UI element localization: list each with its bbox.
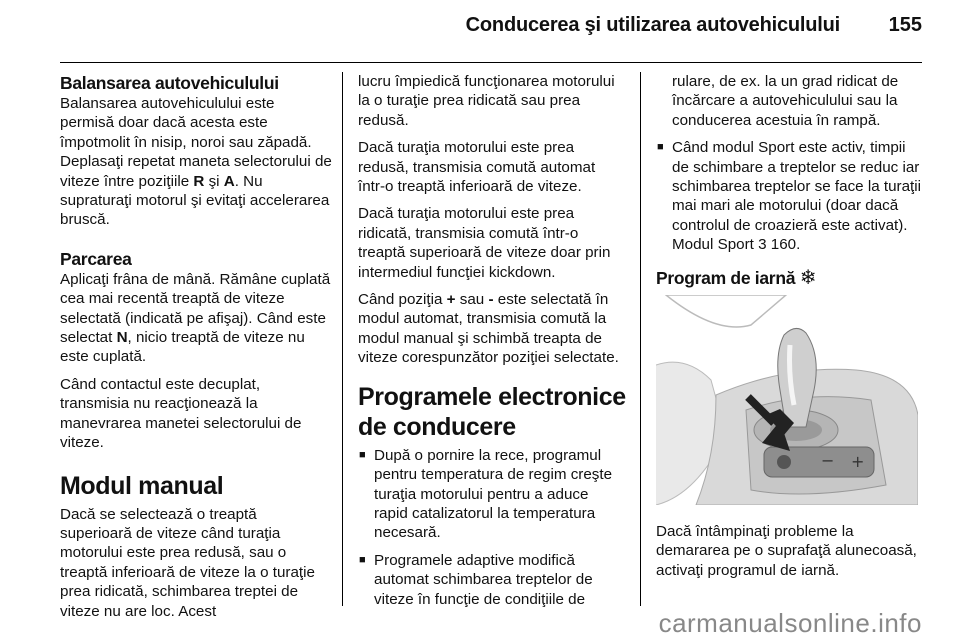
paragraph-continued: lucru împiedică funcţionarea motorului la o turaţie prea ridicată sau prea redusă. bbox=[358, 73, 615, 129]
svg-text:−: − bbox=[821, 450, 835, 470]
snowflake-icon: ❄ bbox=[799, 266, 817, 289]
text: sau bbox=[455, 291, 489, 309]
paragraph-low-rpm: Dacă turaţia motorului este prea redusă, transmisia comută automat într-o treaptă inferioară de viteze. bbox=[358, 139, 596, 196]
header-rule bbox=[60, 62, 922, 63]
column-2 bbox=[358, 72, 626, 617]
text: . Nu supraturaţi motorul şi evitaţi accelerarea bruscă. bbox=[60, 172, 330, 229]
gear-position-a: A bbox=[223, 172, 235, 190]
paragraph-manual-mode: Dacă se selectează o treaptă superioară de viteze când turaţia motorului este prea redusă, sau o treaptă inferioară de viteze la o turaţie prea ridicată, schimbarea treptei de viteze nu are loc. Acest bbox=[60, 505, 315, 620]
column-divider bbox=[640, 72, 641, 606]
list-item-text: După o pornire la rece, programul pentru temperatura de regim creşte turaţia motorului pentru a aduce rapid catalizatorul la temperatura necesară. bbox=[374, 446, 613, 542]
column-1 bbox=[60, 72, 332, 629]
gear-position-r: R bbox=[193, 172, 205, 190]
plus-symbol: + bbox=[446, 291, 456, 309]
column-divider bbox=[342, 72, 343, 606]
paragraph-plus-minus bbox=[358, 290, 626, 368]
text: , nicio treaptă de viteze nu este cuplată. bbox=[60, 329, 305, 366]
text: Aplicaţi frâna de mână. Rămâne cuplată cea mai recentă treaptă de viteze selectată (indicată pe afişaj). Când este selectat bbox=[60, 270, 331, 347]
page-header-title: Conducerea şi utilizarea autovehiculului bbox=[465, 14, 840, 36]
paragraph-ignition-off: Când contactul este decuplat, transmisia nu reacţionează la manevrarea manetei selectorului de viteze. bbox=[60, 375, 302, 452]
page-number: 155 bbox=[888, 14, 922, 36]
paragraph-balancing bbox=[60, 94, 332, 230]
section-title-winter-program bbox=[656, 267, 924, 289]
minus-symbol: - bbox=[488, 291, 494, 309]
list-item-text: Programele adaptive modifică automat schimbarea treptelor de viteze în funcţie de condiţiile de bbox=[374, 551, 593, 608]
svg-text:+: + bbox=[851, 451, 865, 471]
page-reference: 160. bbox=[766, 236, 801, 254]
gear-position-n: N bbox=[116, 329, 128, 347]
bullet-icon: ■ bbox=[359, 448, 366, 461]
text: şi bbox=[204, 172, 224, 190]
section-title-manual-mode: Modul manual bbox=[60, 471, 224, 500]
paragraph-parking bbox=[60, 270, 332, 367]
column-3 bbox=[656, 72, 924, 588]
bullet-list bbox=[358, 446, 626, 609]
section-title-parking: Parcarea bbox=[60, 248, 132, 269]
page-reference-arrow-icon: 3 bbox=[758, 236, 767, 254]
section-title-electronic-programs: Programele electronice de conducere bbox=[358, 382, 626, 441]
section-title-text: Program de iarnă bbox=[656, 267, 796, 288]
list-item bbox=[358, 551, 626, 609]
list-item-continued bbox=[656, 72, 924, 130]
paragraph-winter-program: Dacă întâmpinaţi probleme la demararea pe o suprafaţă alunecoasă, activaţi programul de iarnă. bbox=[656, 523, 917, 579]
watermark: carmanualsonline.info bbox=[658, 608, 922, 638]
list-item bbox=[358, 446, 626, 543]
text: Când poziţia bbox=[358, 291, 447, 309]
paragraph-high-rpm: Dacă turaţia motorului este prea ridicată, transmisia comută într-o treaptă superioară de viteze doar prin intermediul funcţiei kickdown. bbox=[358, 205, 611, 281]
bullet-list bbox=[656, 72, 924, 255]
text: este selectată în modul automat, transmisia comută la modul manual şi schimbă treapta de viteze corespunzător poziţiei selectate. bbox=[358, 291, 619, 367]
list-item-text: rulare, de ex. la un grad ridicat de încărcare a autovehiculului sau la conducerea acestuia în rampă. bbox=[672, 73, 899, 129]
list-item bbox=[656, 138, 924, 254]
section-title-balancing: Balansarea autovehiculului bbox=[60, 73, 279, 93]
bullet-icon: ■ bbox=[359, 553, 366, 566]
text: Balansarea autovehiculului este permisă doar dacă acesta este împotmolit în nisip, noroi sau zăpadă. Deplasaţi repetat maneta selectorului de viteze între poziţiile bbox=[60, 95, 332, 190]
list-item-text: Când modul Sport este activ, timpii de schimbare a treptelor se reduc iar schimbarea treptelor se face la turaţii mai mari ale motorului (doar dacă controlul de croazieră este activat). Modul Sport bbox=[672, 139, 922, 254]
bullet-icon: ■ bbox=[657, 141, 664, 154]
gear-selector-illustration bbox=[656, 295, 918, 505]
